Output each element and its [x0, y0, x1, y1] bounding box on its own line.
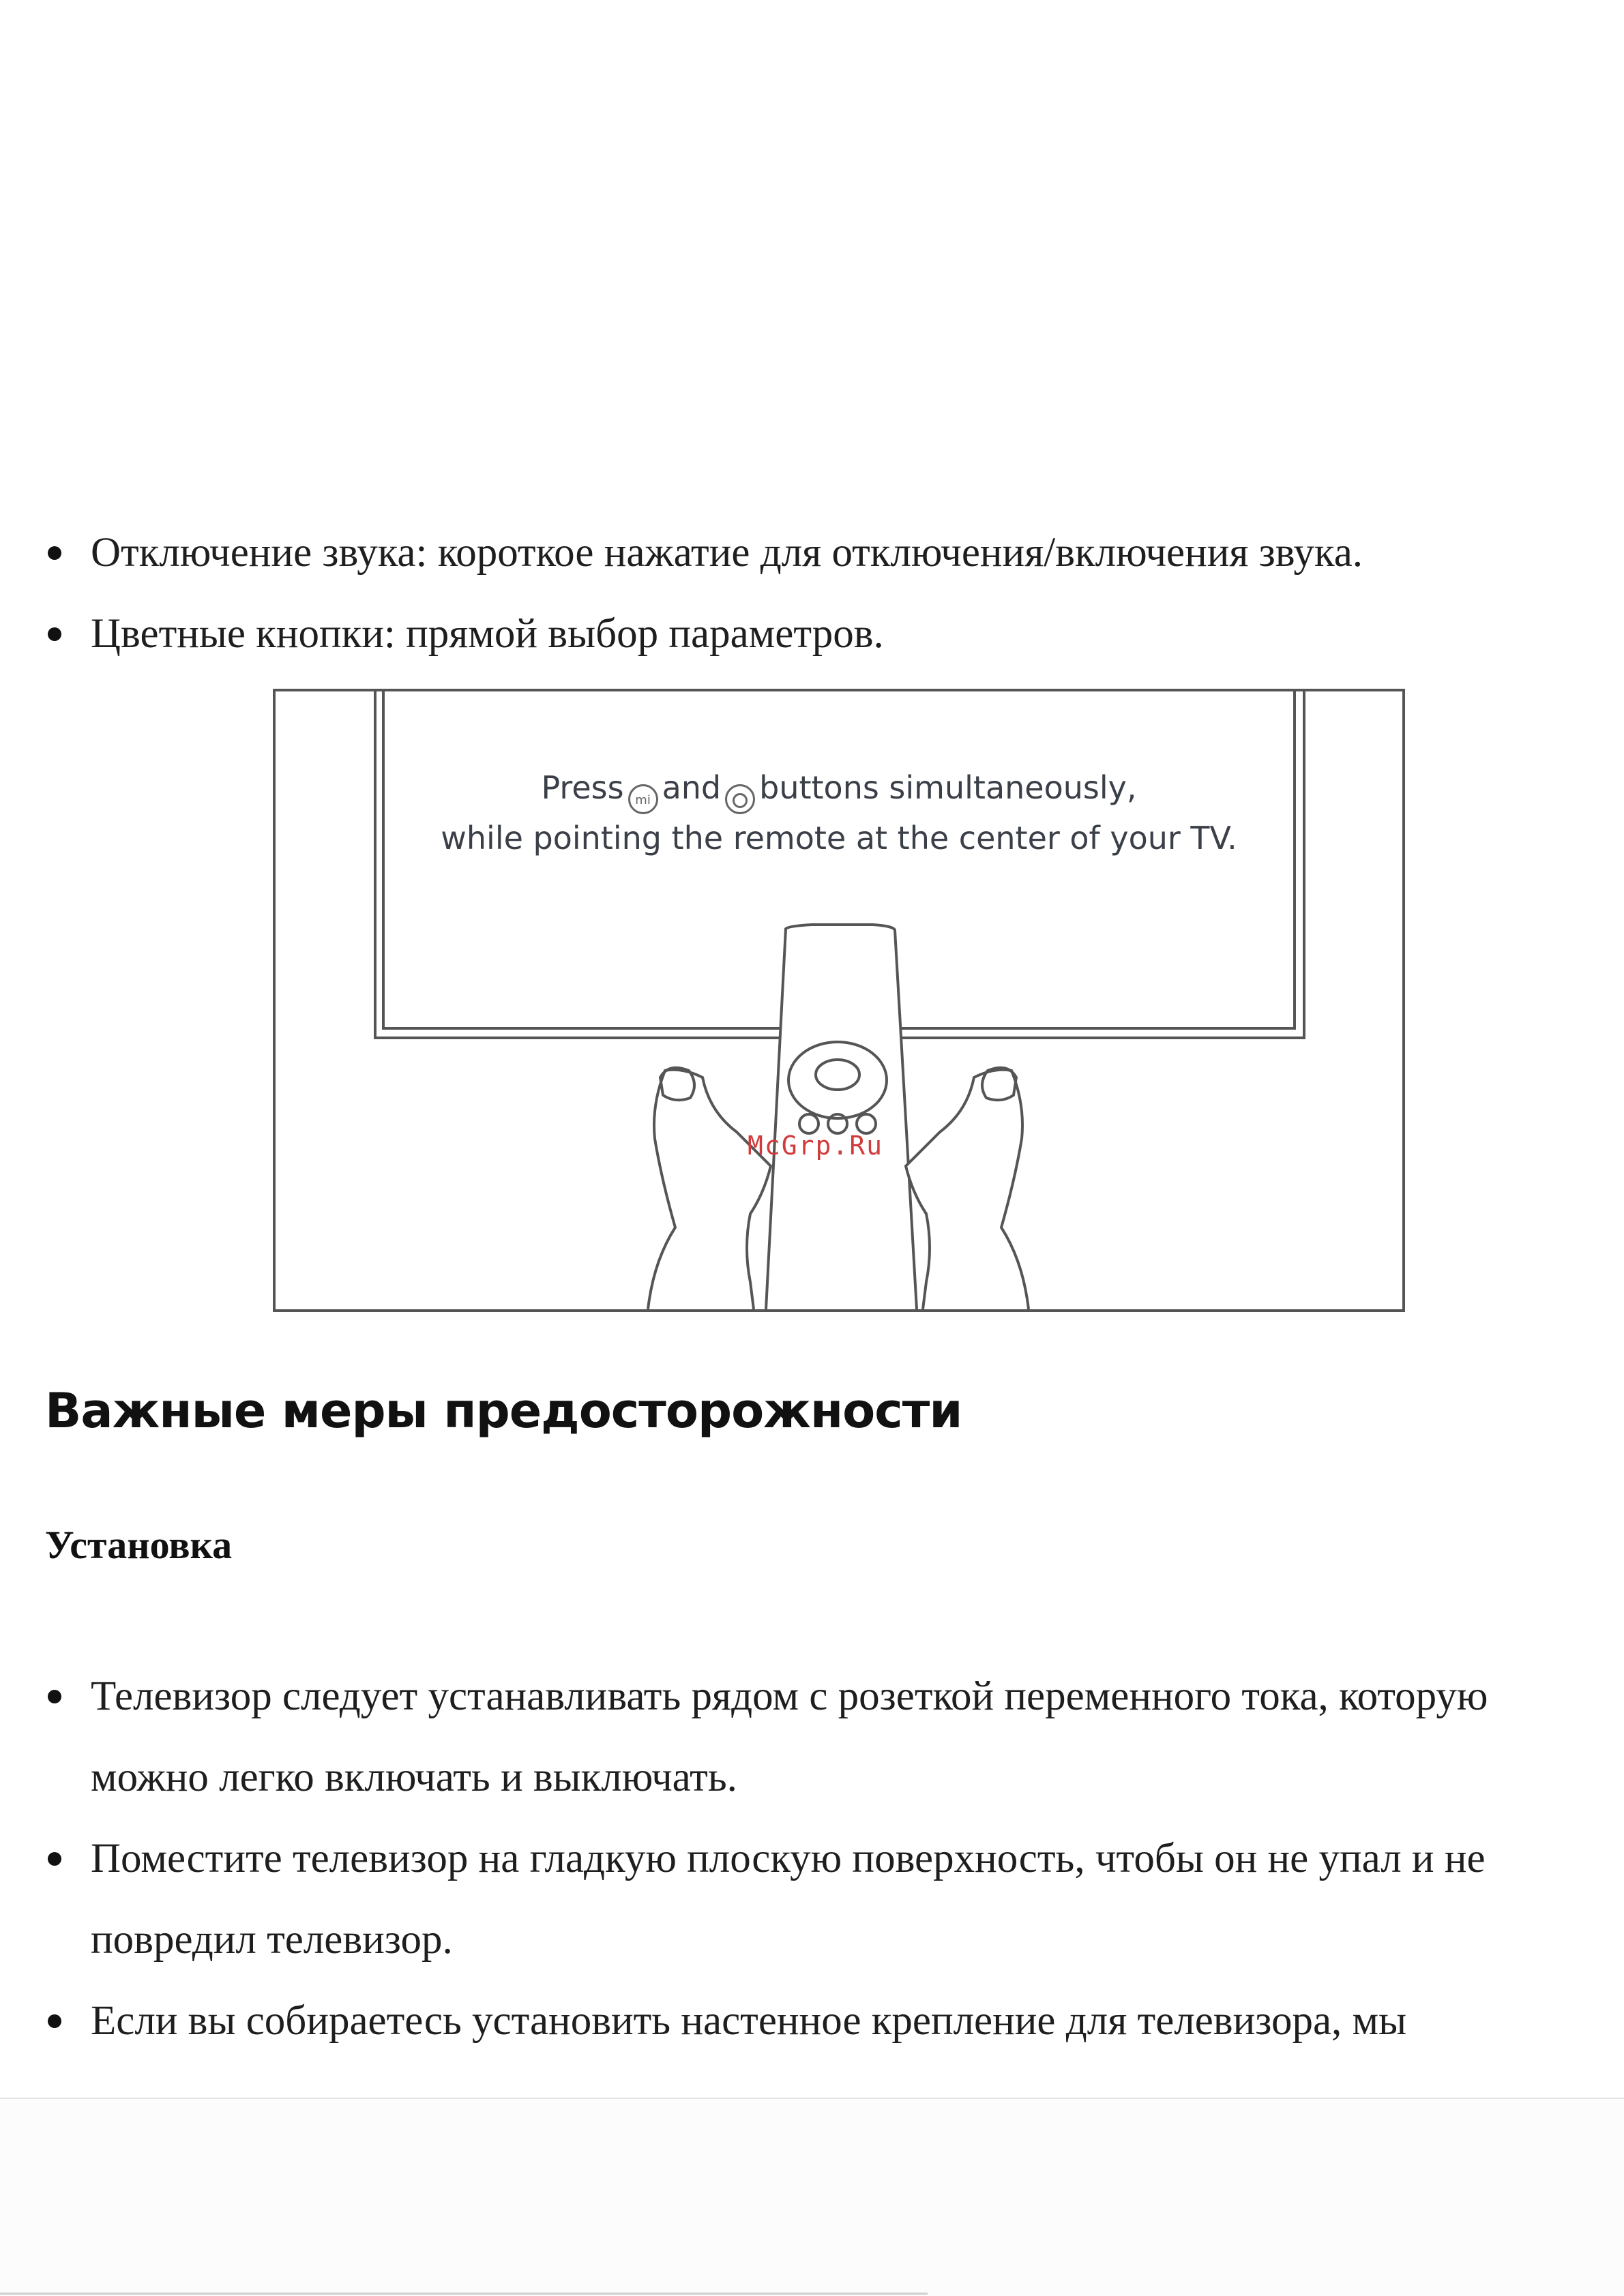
page-bottom-band: [0, 2098, 1624, 2296]
bullet-icon: [48, 546, 61, 560]
truncated-text-line: [91, 2081, 1421, 2099]
bullet-icon: [48, 1852, 61, 1866]
feature-list: [0, 512, 1624, 674]
installation-list: [0, 1656, 1624, 2061]
list-item: Отключение звука: короткое нажатие для отключения/включения звука.: [0, 512, 1624, 593]
subsection-heading: Установка: [45, 1523, 233, 1567]
list-item: Цветные кнопки: прямой выбор параметров.: [0, 593, 1624, 674]
watermark: McGrp.Ru: [748, 1131, 884, 1161]
instruction-line-1: Press mi and buttons simultaneously,: [273, 769, 1405, 814]
remote-pairing-illustration: [273, 689, 1405, 1312]
bullet-icon: [48, 2014, 61, 2028]
section-heading: Важные меры предосторожности: [45, 1383, 962, 1439]
scroll-progress-line: [0, 2293, 928, 2295]
list-item: Поместите телевизор на гладкую плоскую поверхность, чтобы он не упал и не повредил телевизор.: [0, 1818, 1624, 1980]
list-item: Телевизор следует устанавливать рядом с розеткой переменного тока, которую можно легко включать и выключать.: [0, 1656, 1624, 1818]
bullet-icon: [48, 1690, 61, 1703]
home-button-icon: [725, 784, 755, 814]
instruction-line-2: while pointing the remote at the center of your TV.: [441, 820, 1237, 856]
list-item: Если вы собираетесь установить настенное крепление для телевизора, мы: [0, 1980, 1624, 2061]
bullet-icon: [48, 627, 61, 641]
mi-button-icon: mi: [628, 784, 658, 814]
